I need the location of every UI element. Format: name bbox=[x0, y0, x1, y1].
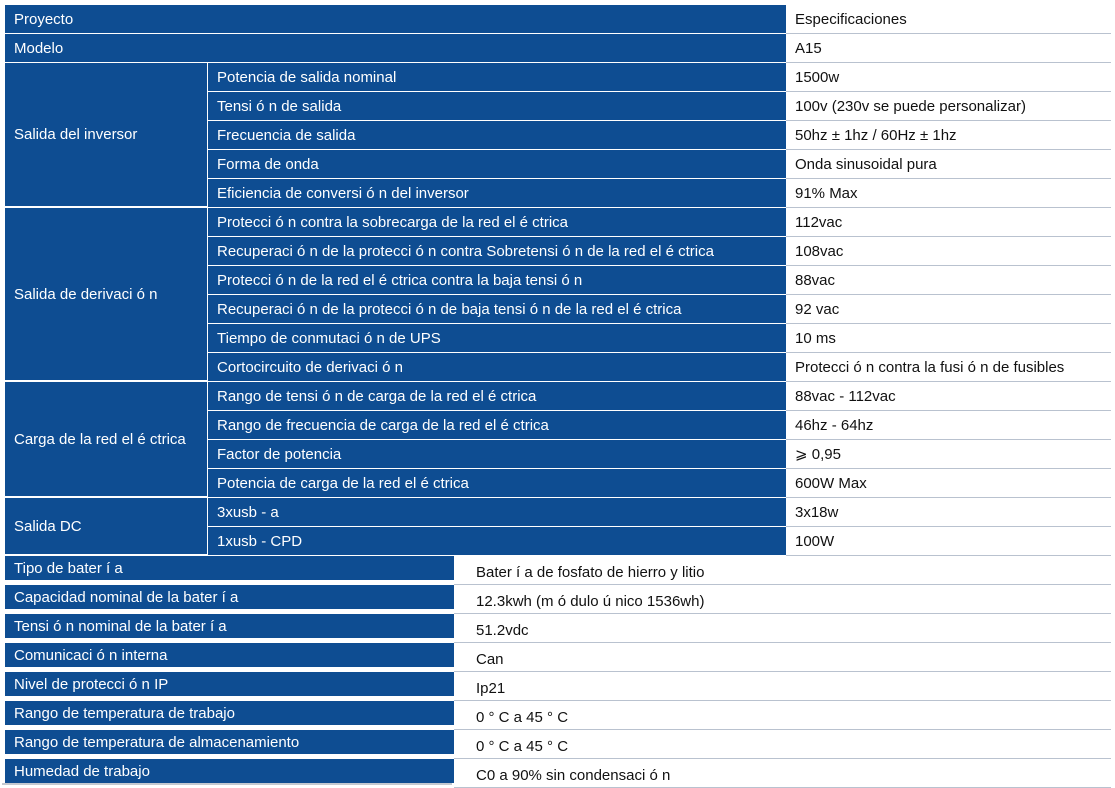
row-value: 91% Max bbox=[786, 179, 1111, 208]
group-bypass-output bbox=[5, 208, 1111, 382]
row-label: 1xusb - CPD bbox=[208, 527, 786, 556]
header-value: Especificaciones bbox=[786, 5, 1111, 34]
battery-value: C0 a 90% sin condensaci ó n bbox=[454, 759, 1111, 788]
row-value: 88vac bbox=[786, 266, 1111, 295]
row-label: Potencia de salida nominal bbox=[208, 63, 786, 92]
row-value: 92 vac bbox=[786, 295, 1111, 324]
row-value: 600W Max bbox=[786, 469, 1111, 498]
battery-label: Humedad de trabajo bbox=[5, 759, 454, 783]
battery-section bbox=[5, 556, 1111, 788]
table-row bbox=[208, 179, 1111, 208]
table-row bbox=[208, 498, 1111, 527]
row-label: Protecci ó n contra la sobrecarga de la red el é ctrica bbox=[208, 208, 786, 237]
battery-label: Nivel de protecci ó n IP bbox=[5, 672, 454, 696]
model-label: Modelo bbox=[5, 34, 786, 63]
row-label: Rango de frecuencia de carga de la red el é ctrica bbox=[208, 411, 786, 440]
table-row bbox=[5, 556, 1111, 585]
table-row bbox=[208, 440, 1111, 469]
row-value: 88vac - 112vac bbox=[786, 382, 1111, 411]
battery-label: Tensi ó n nominal de la bater í a bbox=[5, 614, 454, 638]
battery-value: Bater í a de fosfato de hierro y litio bbox=[454, 556, 1111, 585]
table-row bbox=[5, 585, 1111, 614]
row-label: 3xusb - a bbox=[208, 498, 786, 527]
row-label: Tensi ó n de salida bbox=[208, 92, 786, 121]
row-value: 3x18w bbox=[786, 498, 1111, 527]
table-row bbox=[208, 353, 1111, 382]
row-value: 112vac bbox=[786, 208, 1111, 237]
bottom-divider bbox=[2, 783, 452, 785]
battery-value: 0 ° C a 45 ° C bbox=[454, 701, 1111, 730]
group-label: Salida DC bbox=[5, 498, 208, 556]
group-inverter-output bbox=[5, 63, 1111, 208]
row-label: Cortocircuito de derivaci ó n bbox=[208, 353, 786, 382]
group-grid-charging bbox=[5, 382, 1111, 498]
table-row bbox=[208, 150, 1111, 179]
table-row bbox=[208, 411, 1111, 440]
battery-value: 12.3kwh (m ó dulo ú nico 1536wh) bbox=[454, 585, 1111, 614]
table-row bbox=[208, 324, 1111, 353]
table-row bbox=[5, 730, 1111, 759]
model-value: A15 bbox=[786, 34, 1111, 63]
group-dc-output bbox=[5, 498, 1111, 556]
row-value: ⩾ 0,95 bbox=[786, 440, 1111, 469]
table-row bbox=[208, 63, 1111, 92]
table-row bbox=[5, 614, 1111, 643]
row-value: 46hz - 64hz bbox=[786, 411, 1111, 440]
battery-label: Rango de temperatura de trabajo bbox=[5, 701, 454, 725]
spec-table bbox=[5, 5, 1111, 788]
table-row bbox=[208, 382, 1111, 411]
battery-label: Capacidad nominal de la bater í a bbox=[5, 585, 454, 609]
row-label: Eficiencia de conversi ó n del inversor bbox=[208, 179, 786, 208]
battery-label: Comunicaci ó n interna bbox=[5, 643, 454, 667]
group-label: Salida del inversor bbox=[5, 63, 208, 208]
table-row bbox=[208, 469, 1111, 498]
row-label: Forma de onda bbox=[208, 150, 786, 179]
row-label: Rango de tensi ó n de carga de la red el é ctrica bbox=[208, 382, 786, 411]
group-label: Carga de la red el é ctrica bbox=[5, 382, 208, 498]
model-row bbox=[5, 34, 1111, 63]
battery-value: 0 ° C a 45 ° C bbox=[454, 730, 1111, 759]
table-row bbox=[208, 208, 1111, 237]
battery-value: 51.2vdc bbox=[454, 614, 1111, 643]
row-value: 100W bbox=[786, 527, 1111, 556]
header-label: Proyecto bbox=[5, 5, 786, 34]
table-row bbox=[5, 701, 1111, 730]
battery-label: Rango de temperatura de almacenamiento bbox=[5, 730, 454, 754]
battery-value: Ip21 bbox=[454, 672, 1111, 701]
table-row bbox=[208, 295, 1111, 324]
table-row bbox=[5, 672, 1111, 701]
table-row bbox=[5, 643, 1111, 672]
row-value: 108vac bbox=[786, 237, 1111, 266]
table-row bbox=[208, 266, 1111, 295]
row-value: 1500w bbox=[786, 63, 1111, 92]
battery-value: Can bbox=[454, 643, 1111, 672]
row-value: 100v (230v se puede personalizar) bbox=[786, 92, 1111, 121]
row-label: Frecuencia de salida bbox=[208, 121, 786, 150]
row-label: Factor de potencia bbox=[208, 440, 786, 469]
row-value: Onda sinusoidal pura bbox=[786, 150, 1111, 179]
row-value: 10 ms bbox=[786, 324, 1111, 353]
row-value: Protecci ó n contra la fusi ó n de fusibles bbox=[786, 353, 1111, 382]
row-label: Recuperaci ó n de la protecci ó n contra Sobretensi ó n de la red el é ctrica bbox=[208, 237, 786, 266]
table-row bbox=[208, 121, 1111, 150]
row-label: Potencia de carga de la red el é ctrica bbox=[208, 469, 786, 498]
row-value: 50hz ± 1hz / 60Hz ± 1hz bbox=[786, 121, 1111, 150]
row-label: Protecci ó n de la red el é ctrica contra la baja tensi ó n bbox=[208, 266, 786, 295]
battery-label: Tipo de bater í a bbox=[5, 556, 454, 580]
table-header-row bbox=[5, 5, 1111, 34]
table-row bbox=[208, 237, 1111, 266]
table-row bbox=[208, 92, 1111, 121]
row-label: Recuperaci ó n de la protecci ó n de baja tensi ó n de la red el é ctrica bbox=[208, 295, 786, 324]
row-label: Tiempo de conmutaci ó n de UPS bbox=[208, 324, 786, 353]
table-row bbox=[208, 527, 1111, 556]
group-label: Salida de derivaci ó n bbox=[5, 208, 208, 382]
